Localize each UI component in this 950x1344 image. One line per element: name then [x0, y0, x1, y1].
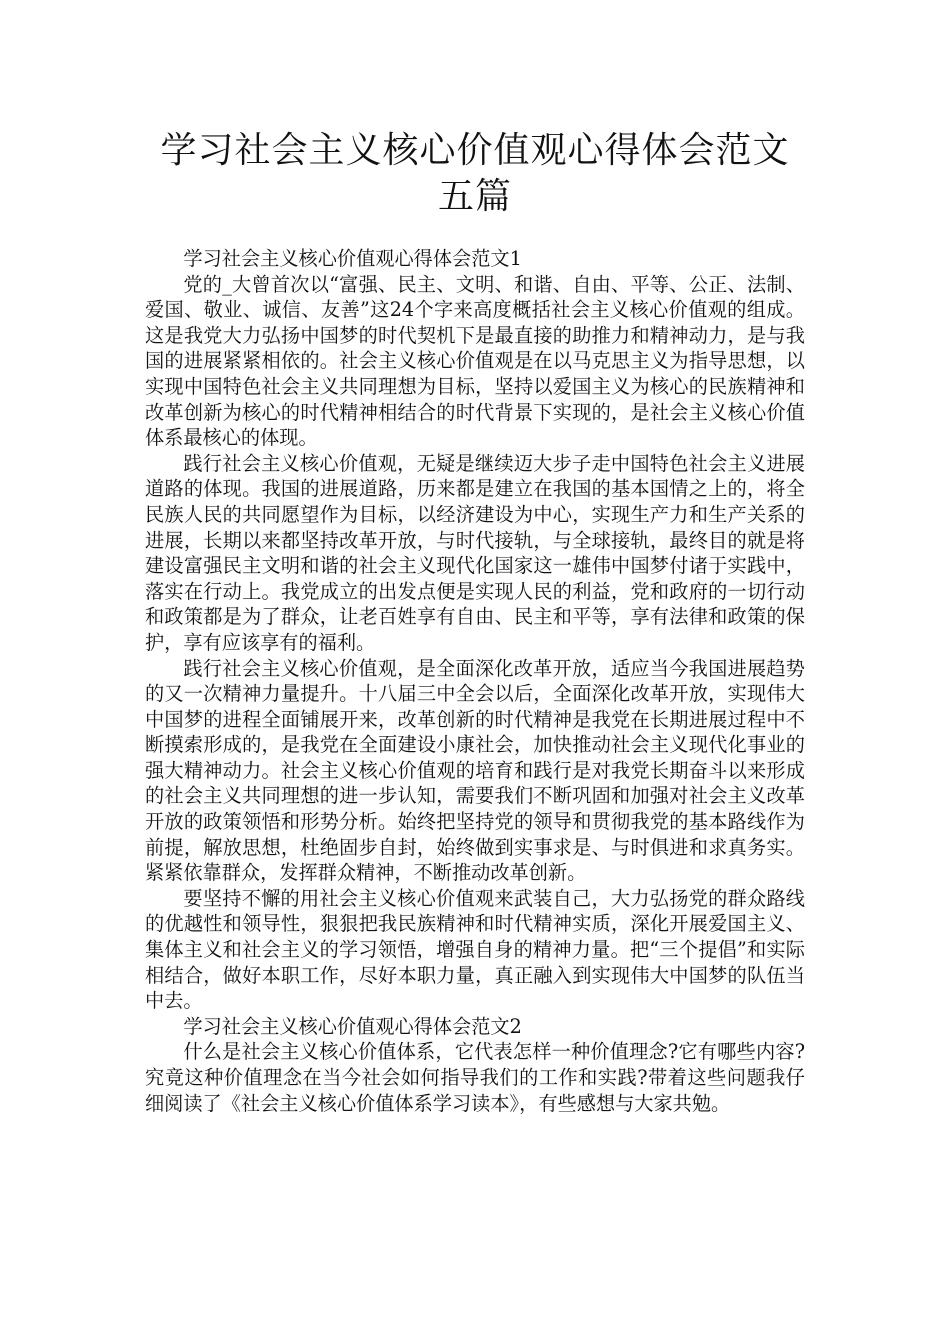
title-line-2: 五篇: [437, 176, 512, 217]
paragraph: 践行社会主义核心价值观，无疑是继续迈大步子走中国特色社会主义进展道路的体现。我国的进展道路，历来都是建立在我国的基本国情之上的，将全民族人民的共同愿望作为目标，以经济建设为中心，实现生产力和生产关系的进展，长期以来都坚持改革开放，与时代接轨，与全球接轨，最终目的就是将建设富强民主文明和谐的社会主义现代化国家这一雄伟中国梦付诸于实践中，落实在行动上。我党成立的出发点便是实现人民的利益，党和政府的一切行动和政策都是为了群众，让老百姓享有自由、民主和平等，享有法律和政策的保护，享有应该享有的福利。: [145, 451, 805, 654]
section-heading-1: 学习社会主义核心价值观心得体会范文1: [183, 247, 522, 270]
paragraph: 什么是社会主义核心价值体系，它代表怎样一种价值理念?它有哪些内容?究竟这种价值理念在当今社会如何指导我们的工作和实践?带着这些问题我仔细阅读了《社会主义核心价值体系学习读本》，有些感想与大家共勉。: [145, 1040, 805, 1115]
section-heading-2: 学习社会主义核心价值观心得体会范文2: [183, 1014, 522, 1038]
document-body: [145, 246, 805, 1116]
page-title: [120, 128, 830, 220]
paragraph: 要坚持不懈的用社会主义核心价值观来武装自己，大力弘扬党的群众路线的优越性和领导性，狠狠把我民族精神和时代精神实质，深化开展爱国主义、集体主义和社会主义的学习领悟，增强自身的精神力量。把“三个提倡”和实际相结合，做好本职工作，尽好本职力量，真正融入到实现伟大中国梦的队伍当中去。: [145, 886, 805, 1013]
title-line-1: 学习社会主义核心价值观心得体会范文: [160, 130, 790, 171]
paragraph: 践行社会主义核心价值观，是全面深化改革开放，适应当今我国进展趋势的又一次精神力量提升。十八届三中全会以后，全面深化改革开放，实现伟大中国梦的进程全面铺展开来，改革创新的时代精神是我党在长期进展过程中不断摸索形成的，是我党在全面建设小康社会，加快推动社会主义现代化事业的强大精神动力。社会主义核心价值观的培育和践行是对我党长期奋斗以来形成的社会主义共同理想的进一步认知，需要我们不断巩固和加强对社会主义改革开放的政策领悟和形势分析。始终把坚持党的领导和贯彻我党的基本路线作为前提，解放思想，杜绝固步自封，始终做到实事求是、与时俱进和求真务实。紧紧依靠群众，发挥群众精神，不断推动改革创新。: [145, 656, 805, 885]
paragraph: 党的_大曾首次以“富强、民主、文明、和谐、自由、平等、公正、法制、爱国、敬业、诚信、友善”这24个字来高度概括社会主义核心价值观的组成。这是我党大力弘扬中国梦的时代契机下是最直接的助推力和精神动力，是与我国的进展紧紧相依的。社会主义核心价值观是在以马克思主义为指导思想，以实现中国特色社会主义共同理想为目标，坚持以爱国主义为核心的民族精神和改革创新为核心的时代精神相结合的时代背景下实现的，是社会主义核心价值体系最核心的体现。: [145, 272, 805, 450]
